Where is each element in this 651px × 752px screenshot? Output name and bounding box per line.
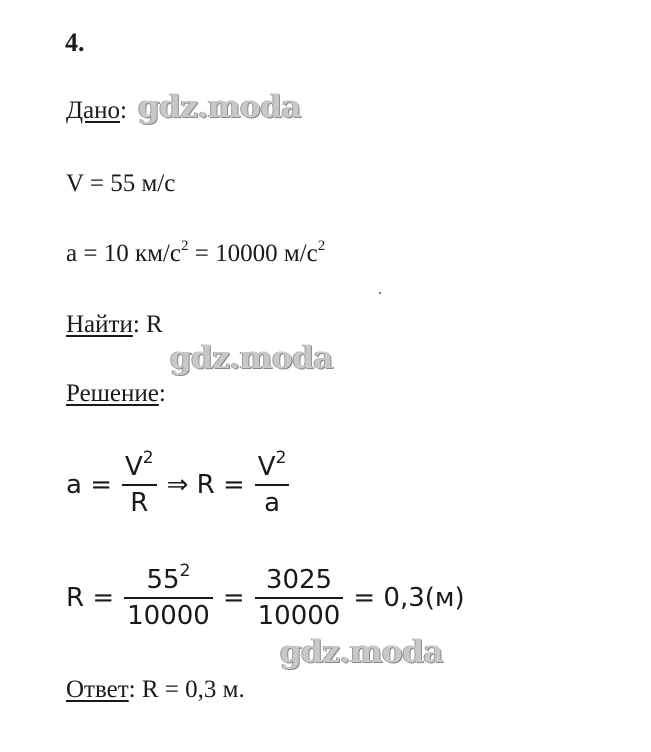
calc-fraction-2 xyxy=(255,563,344,633)
formula-fraction-1 xyxy=(122,450,157,520)
calculation-line xyxy=(66,563,465,633)
stray-dot xyxy=(379,292,381,294)
formula-implies: ⇒ R = xyxy=(166,470,245,500)
answer-label: Ответ xyxy=(66,676,129,703)
formula-lhs: a = xyxy=(66,470,112,500)
formula-line xyxy=(66,450,289,520)
formula-frac2-numerator: $V^2$ xyxy=(257,448,287,482)
watermark-3: gdz.moda xyxy=(280,634,443,670)
accel-prefix: a = 10 км/с xyxy=(66,240,181,267)
given-colon: : xyxy=(120,97,127,124)
formula-frac2-denominator: a xyxy=(264,488,281,518)
formula-frac1-denominator: R xyxy=(130,488,149,518)
solution-heading xyxy=(66,380,166,408)
accel-exp-1: 2 xyxy=(180,238,189,254)
calc-frac1-numerator: $55^2$ xyxy=(146,561,191,595)
solution-colon: : xyxy=(158,380,166,407)
answer-line xyxy=(66,676,245,704)
problem-number: 4. xyxy=(65,28,85,57)
find-heading xyxy=(66,311,163,339)
given-acceleration xyxy=(66,240,325,268)
calc-frac2-denominator: 10000 xyxy=(257,601,341,631)
calc-frac2-numerator: 3025 xyxy=(265,565,333,595)
solution-label: Решение xyxy=(66,380,159,407)
calc-equals: = xyxy=(222,583,245,613)
find-rest: : R xyxy=(132,311,163,338)
given-heading xyxy=(66,97,127,125)
watermark-2: gdz.moda xyxy=(170,340,333,376)
accel-middle: = 10000 м/с xyxy=(188,240,318,267)
formula-frac1-numerator: $V^2$ xyxy=(124,448,154,482)
answer-rest: : R = 0,3 м. xyxy=(128,676,245,703)
given-velocity: V = 55 м/с xyxy=(66,170,176,197)
find-label: Найти xyxy=(66,311,133,338)
calc-lhs: R = xyxy=(66,583,115,613)
given-label: Дано xyxy=(66,97,121,124)
formula-fraction-2 xyxy=(255,450,290,520)
accel-exp-2: 2 xyxy=(317,238,326,254)
watermark-1: gdz.moda xyxy=(138,89,301,125)
calc-fraction-1 xyxy=(124,563,213,633)
calc-result: = 0,3(м) xyxy=(353,583,465,613)
calc-frac1-denominator: 10000 xyxy=(127,601,210,631)
